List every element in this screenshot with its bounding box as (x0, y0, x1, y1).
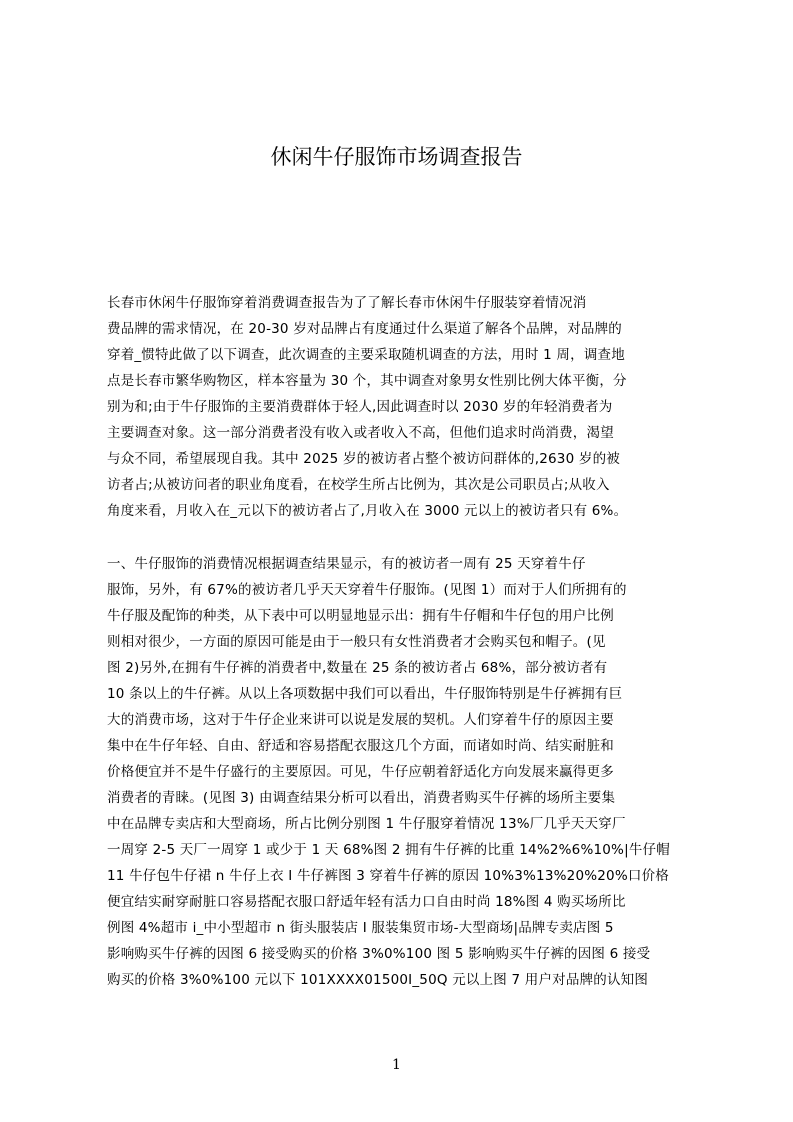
text-line: 购买的价格 3%0%100 元以下 101XXXX01500I_50Q 元以上图 7 用户对品牌的认知图 (107, 972, 649, 988)
text-line: 消费者的青睐。(见图 3) 由调查结果分析可以看出，消费者购买牛仔裤的场所主要集 (107, 790, 616, 806)
text-line: 11 牛仔包牛仔裙 n 牛仔上衣 I 牛仔裤图 3 穿着牛仔裤的原因 10%3%13%20%20%口价格 (107, 868, 669, 884)
text-line: 图 2)另外,在拥有牛仔裤的消费者中,数量在 25 条的被访者占 68%，部分被访者有 (107, 660, 608, 676)
text-line: 点是长春市繁华购物区，样本容量为 30 个，其中调查对象男女性别比例大体平衡，分 (107, 373, 627, 389)
text-line: 与众不同，希望展现自我。其中 2025 岁的被访者占整个被访问群体的,2630 岁的被 (107, 451, 620, 467)
text-line: 牛仔服及配饰的种类，从下表中可以明显地显示出：拥有牛仔帽和牛仔包的用户比例 (107, 608, 614, 624)
text-line: 影响购买牛仔裤的因图 6 接受购买的价格 3%0%100 图 5 影响购买牛仔裤的因图 6 接受 (107, 946, 651, 962)
text-line: 长春市休闲牛仔服饰穿着消费调查报告为了了解长春市休闲牛仔服装穿着情况消 (107, 295, 587, 311)
page-number: 1 (392, 1057, 401, 1073)
text-line: 一、牛仔服饰的消费情况根据调查结果显示，有的被访者一周有 25 天穿着牛仔 (107, 556, 586, 572)
text-line: 便宜结实耐穿耐脏口容易搭配衣服口舒适年轻有活力口自由时尚 18%图 4 购买场所比 (107, 894, 626, 910)
text-line: 费品牌的需求情况，在 20-30 岁对品牌占有度通过什么渠道了解各个品牌，对品牌的 (107, 321, 623, 337)
text-line: 中在品牌专卖店和大型商场，所占比例分别图 1 牛仔服穿着情况 13%厂几乎天天穿厂 (107, 816, 626, 832)
paragraph-section-one (107, 551, 707, 993)
text-line: 一周穿 2-5 天厂一周穿 1 或少于 1 天 68%图 2 拥有牛仔裤的比重 14%2%6%10%|牛仔帽 (107, 842, 670, 858)
text-line: 主要调查对象。这一部分消费者没有收入或者收入不高，但他们追求时尚消费，渴望 (107, 425, 614, 441)
text-line: 则相对很少，一方面的原因可能是由于一般只有女性消费者才会购买包和帽子。(见 (107, 634, 606, 650)
text-line: 角度来看，月收入在_元以下的被访者占了,月收入在 3000 元以上的被访者只有 6%。 (107, 503, 628, 519)
document-title: 休闲牛仔服饰市场调查报告 (270, 145, 523, 169)
text-line: 集中在牛仔年轻、自由、舒适和容易搭配衣服这几个方面，而诸如时尚、结实耐脏和 (107, 738, 614, 754)
text-line: 大的消费市场，这对于牛仔企业来讲可以说是发展的契机。人们穿着牛仔的原因主要 (107, 712, 614, 728)
text-line: 10 条以上的牛仔裤。从以上各项数据中我们可以看出，牛仔服饰特别是牛仔裤拥有巨 (107, 686, 623, 702)
text-line: 访者占;从被访问者的职业角度看，在校学生所占比例为，其次是公司职员占;从收入 (107, 477, 610, 493)
text-line: 例图 4%超市 i_中小型超市 n 街头服装店 I 服装集贸市场-大型商场|品牌专卖店图 5 (107, 920, 614, 936)
text-line: 价格便宜并不是牛仔盛行的主要原因。可见，牛仔应朝着舒适化方向发展来赢得更多 (107, 764, 614, 780)
text-line: 服饰，另外，有 67%的被访者几乎天天穿着牛仔服饰。(见图 1）而对于人们所拥有的 (107, 582, 627, 598)
text-line: 穿着_惯特此做了以下调查，此次调查的主要采取随机调查的方法，用时 1 周，调查地 (107, 347, 625, 363)
paragraph-intro (107, 290, 707, 524)
text-line: 别为和;由于牛仔服饰的主要消费群体于轻人,因此调查时以 2030 岁的年轻消费者为 (107, 399, 613, 415)
